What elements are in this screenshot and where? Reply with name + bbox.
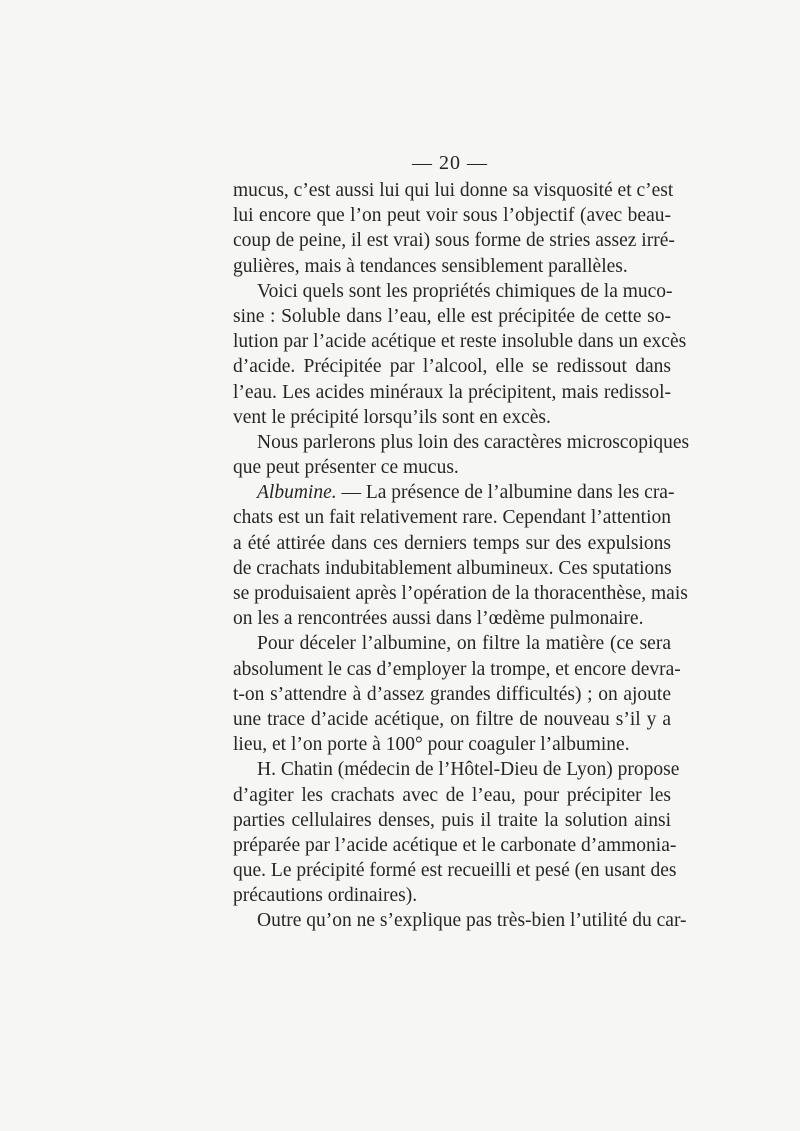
text-line: Nous parlerons plus loin des caractères microscopiques [257, 431, 690, 453]
text-line: mucus, c’est aussi lui qui lui donne sa visquosité et c’est [233, 180, 674, 201]
text-line: d’acide. Précipitée par l’alcool, elle se redissout dans [233, 356, 671, 378]
body-text [233, 178, 690, 934]
text-line: Voici quels sont les propriétés chimiques de la muco- [257, 280, 673, 302]
text-line: d’agiter les crachats avec de l’eau, pour précipiter les [233, 784, 671, 806]
text-line: précautions ordinaires). [233, 885, 418, 907]
text-line: se produisaient après l’opération de la thoracenthèse, mais [233, 583, 688, 604]
text-line: sine : Soluble dans l’eau, elle est précipitée de cette so- [233, 305, 671, 327]
text-line: Outre qu’on ne s’explique pas très-bien l’utilité du car- [257, 910, 687, 932]
text-line: que peut présenter ce mucus. [233, 457, 459, 479]
text-line: a été attirée dans ces derniers temps sur des expulsions [233, 532, 671, 554]
text-line: vent le précipité lorsqu’ils sont en excès. [233, 406, 551, 428]
text-line: lui encore que l’on peut voir sous l’objectif (avec beau- [233, 205, 671, 227]
text-line: chats est un fait relativement rare. Cependant l’attention [233, 507, 671, 529]
text-line: on les a rencontrées aussi dans l’œdème pulmonaire. [233, 608, 644, 630]
page-number: — 20 — [412, 152, 488, 174]
text-line: que. Le précipité formé est recueilli et pesé (en usant des [233, 860, 677, 882]
text-line: une trace d’acide acétique, on filtre de nouveau s’il y a [233, 708, 671, 730]
text-line: l’eau. Les acides minéraux la précipitent, mais redissol- [233, 381, 671, 403]
text-line: t-on s’attendre à d’assez grandes difficultés) ; on ajoute [233, 683, 671, 705]
section-heading: Albumine. [257, 482, 337, 504]
text-line: gulières, mais à tendances sensiblement parallèles. [233, 255, 628, 277]
text-line: Pour déceler l’albumine, on filtre la matière (ce sera [257, 633, 671, 655]
text-line: Albumine. — La présence de l’albumine dans les cra- [257, 482, 675, 504]
text-line: H. Chatin (médecin de l’Hôtel-Dieu de Lyon) propose [257, 759, 680, 781]
text-line: préparée par l’acide acétique et le carbonate d’ammonia- [233, 834, 677, 856]
text-line: absolument le cas d’employer la trompe, et encore devra- [233, 658, 681, 680]
text-line: lution par l’acide acétique et reste insoluble dans un excès [233, 331, 687, 353]
text-line: lieu, et l’on porte à 100° pour coaguler l’albumine. [233, 734, 630, 756]
text-line: coup de peine, il est vrai) sous forme de stries assez irré- [233, 230, 675, 252]
text-line: parties cellulaires denses, puis il traite la solution ainsi [233, 809, 671, 831]
text-line: de crachats indubitablement albumineux. Ces sputations [233, 557, 672, 579]
